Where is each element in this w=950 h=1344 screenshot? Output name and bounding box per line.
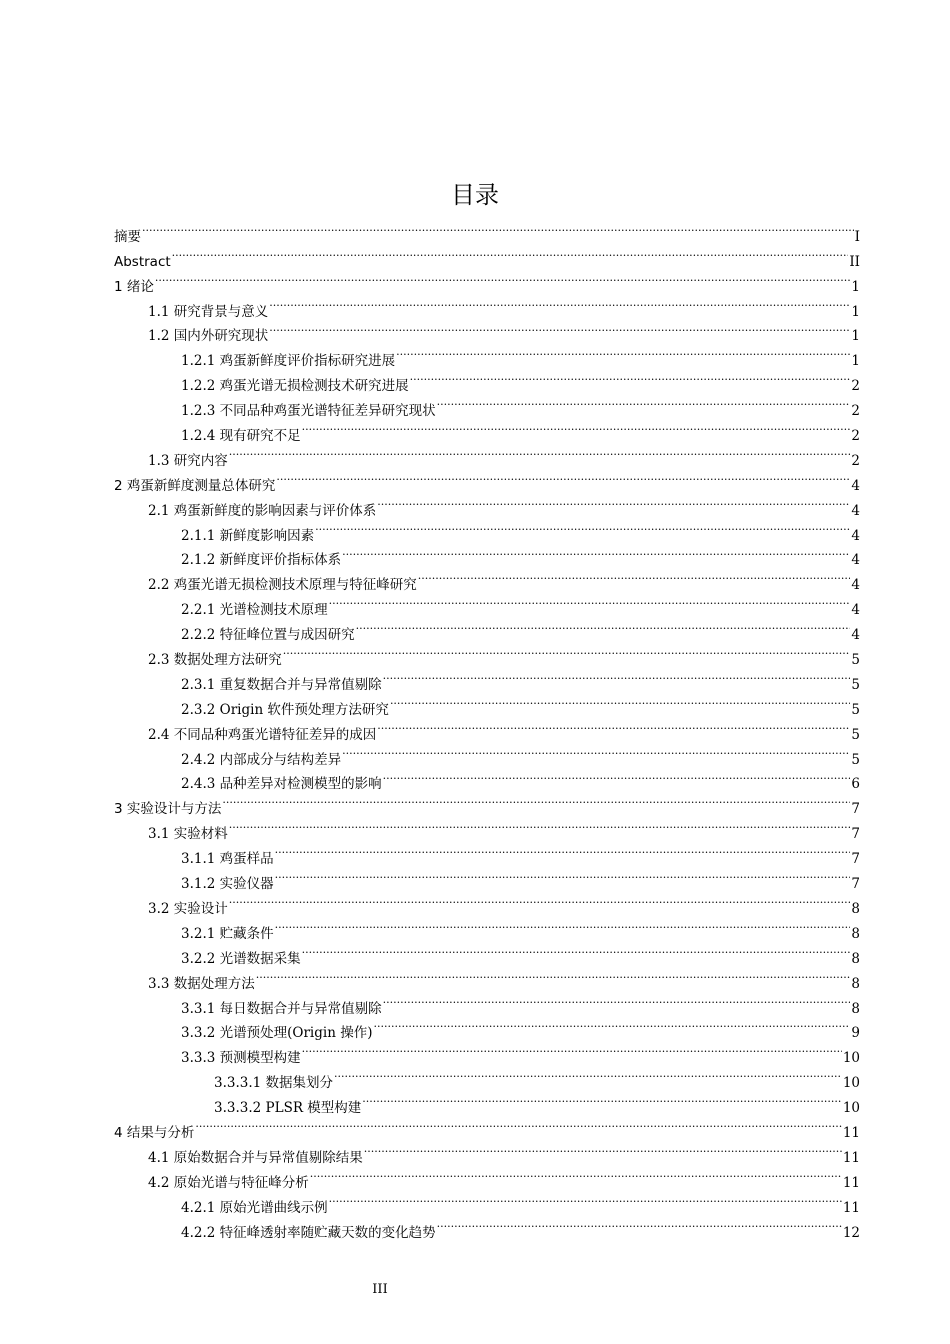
toc-entry-label: 2.1.1 新鲜度影响因素 (181, 527, 315, 544)
toc-entry-page-number: 8 (851, 950, 860, 967)
toc-entry[interactable] (114, 1112, 860, 1141)
toc-entry-page-number: 4 (851, 477, 860, 494)
toc-dot-leader (373, 1013, 850, 1038)
toc-entry-page-number: 11 (842, 1124, 860, 1141)
toc-entry-label: 3.3 数据处理方法 (148, 975, 255, 992)
toc-dot-leader (310, 1162, 842, 1187)
toc-entry-page-number: 4 (851, 627, 860, 644)
toc-entry-label: 4.2.1 原始光谱曲线示例 (181, 1199, 328, 1216)
toc-dot-leader (437, 1212, 842, 1237)
toc-entry[interactable] (114, 216, 860, 245)
toc-entry-page-number: 7 (851, 851, 860, 868)
toc-dot-leader (342, 540, 850, 565)
toc-dot-leader (302, 415, 851, 440)
toc-dot-leader (377, 714, 850, 739)
toc-entry-page-number: 7 (851, 801, 860, 818)
toc-dot-leader (396, 340, 850, 365)
toc-entry-label: 1.1 研究背景与意义 (148, 303, 269, 320)
toc-dot-leader (256, 963, 851, 988)
toc-entry-page-number: 5 (851, 676, 860, 693)
toc-entry-page-number: 11 (842, 1174, 860, 1191)
toc-entry-page-number: 4 (851, 502, 860, 519)
toc-entry-page-number: 4 (851, 527, 860, 544)
toc-dot-leader (275, 863, 851, 888)
toc-dot-leader (283, 639, 851, 664)
toc-entry-page-number: 8 (851, 925, 860, 942)
toc-entry-page-number: 5 (851, 701, 860, 718)
toc-dot-leader (342, 739, 850, 764)
toc-entry[interactable] (114, 813, 860, 843)
toc-entry-page-number: 1 (851, 328, 860, 345)
toc-dot-leader (269, 291, 850, 316)
toc-entry-label: 2.2 鸡蛋光谱无损检测技术原理与特征峰研究 (148, 577, 417, 594)
toc-entry-page-number: 7 (851, 826, 860, 843)
toc-entry-page-number: 8 (851, 900, 860, 917)
toc-entry-page-number: 5 (851, 751, 860, 768)
table-of-contents (114, 216, 860, 1241)
toc-dot-leader (410, 365, 851, 390)
toc-entry-page-number: 10 (842, 1075, 860, 1092)
toc-entry-page-number: 4 (851, 552, 860, 569)
toc-entry-label: 摘要 (114, 228, 141, 245)
page-title: 目录 (451, 181, 499, 209)
toc-entry-page-number: 7 (851, 876, 860, 893)
toc-entry-page-number: 12 (842, 1224, 860, 1241)
toc-entry-label: 4.2.2 特征峰透射率随贮藏天数的变化趋势 (181, 1224, 436, 1241)
toc-entry-page-number: 5 (851, 726, 860, 743)
toc-entry-label: 2.2.1 光谱检测技术原理 (181, 602, 328, 619)
toc-entry-label: 3.1.1 鸡蛋样品 (181, 851, 274, 868)
toc-dot-leader (334, 1062, 842, 1087)
toc-entry-label: 3.3.3.1 数据集划分 (214, 1075, 334, 1092)
toc-entry-label: 2.3 数据处理方法研究 (148, 652, 282, 669)
toc-entry-label: 4 结果与分析 (114, 1124, 195, 1141)
toc-entry[interactable] (114, 291, 860, 320)
toc-dot-leader (383, 764, 851, 789)
toc-entry-label: 2.2.2 特征峰位置与成因研究 (181, 627, 355, 644)
toc-entry[interactable] (114, 1137, 860, 1166)
toc-dot-leader (275, 838, 851, 863)
toc-entry-label: 1.2 国内外研究现状 (148, 328, 269, 345)
toc-entry-page-number: 1 (851, 278, 860, 295)
toc-entry-label: 3.3.1 每日数据合并与异常值剔除 (181, 1000, 382, 1017)
toc-dot-leader (418, 564, 851, 589)
toc-entry-label: 1.2.2 鸡蛋光谱无损检测技术研究进展 (181, 378, 409, 395)
toc-dot-leader (356, 614, 851, 639)
toc-dot-leader (437, 390, 851, 415)
toc-entry-label: 1 绪论 (114, 278, 154, 295)
toc-dot-leader (155, 266, 851, 291)
toc-entry-page-number: 5 (851, 652, 860, 669)
toc-entry-label: 2.4.3 品种差异对检测模型的影响 (181, 776, 382, 793)
toc-entry-label: 2.4.2 内部成分与结构差异 (181, 751, 342, 768)
page-number-footer: III (372, 1282, 388, 1297)
toc-dot-leader (195, 1112, 841, 1137)
toc-dot-leader (229, 813, 851, 838)
toc-dot-leader (269, 316, 850, 341)
toc-entry-label: 3.3.3.2 PLSR 模型构建 (214, 1100, 362, 1117)
toc-dot-leader (229, 888, 851, 913)
toc-entry-label: 3.3.2 光谱预处理(Origin 操作) (181, 1025, 373, 1042)
toc-entry-label: 4.1 原始数据合并与异常值剔除结果 (148, 1149, 363, 1166)
toc-dot-leader (172, 241, 849, 266)
toc-dot-leader (142, 216, 854, 241)
toc-entry-label: 3.2.2 光谱数据采集 (181, 950, 301, 967)
toc-entry[interactable] (114, 266, 860, 295)
toc-dot-leader (362, 1087, 842, 1112)
toc-entry-page-number: 2 (851, 452, 860, 469)
toc-entry-page-number: 2 (851, 378, 860, 395)
toc-entry-label: 2.3.2 Origin 软件预处理方法研究 (181, 701, 389, 718)
toc-dot-leader (276, 465, 850, 490)
toc-entry-page-number: 6 (851, 776, 860, 793)
toc-entry-label: 3.1 实验材料 (148, 826, 228, 843)
toc-entry-label: 3.3.3 预测模型构建 (181, 1050, 301, 1067)
toc-entry-label: 1.2.1 鸡蛋新鲜度评价指标研究进展 (181, 353, 396, 370)
toc-dot-leader (329, 589, 851, 614)
toc-entry-page-number: 4 (851, 577, 860, 594)
toc-entry-label: 2 鸡蛋新鲜度测量总体研究 (114, 477, 276, 494)
toc-entry-label: 3.2.1 贮藏条件 (181, 925, 274, 942)
toc-dot-leader (315, 515, 850, 540)
toc-entry-page-number: 11 (842, 1199, 860, 1216)
toc-entry-page-number: I (854, 228, 860, 245)
toc-entry-label: 3 实验设计与方法 (114, 801, 222, 818)
toc-entry-label: Abstract (114, 253, 171, 270)
toc-entry-label: 2.3.1 重复数据合并与异常值剔除 (181, 676, 382, 693)
toc-dot-leader (383, 988, 851, 1013)
toc-entry-page-number: 9 (851, 1025, 860, 1042)
toc-entry-page-number: 2 (851, 403, 860, 420)
toc-dot-leader (302, 1037, 842, 1062)
toc-entry-page-number: 8 (851, 975, 860, 992)
toc-dot-leader (302, 938, 851, 963)
toc-entry-page-number: 1 (851, 303, 860, 320)
toc-entry[interactable] (114, 241, 860, 270)
toc-dot-leader (329, 1187, 842, 1212)
toc-entry-page-number: 10 (842, 1050, 860, 1067)
toc-entry-page-number: 2 (851, 428, 860, 445)
toc-entry-label: 2.4 不同品种鸡蛋光谱特征差异的成因 (148, 726, 377, 743)
toc-entry-label: 2.1.2 新鲜度评价指标体系 (181, 552, 342, 569)
toc-dot-leader (275, 913, 851, 938)
toc-entry-label: 1.2.4 现有研究不足 (181, 428, 301, 445)
toc-entry-page-number: 10 (842, 1100, 860, 1117)
toc-entry-label: 1.3 研究内容 (148, 452, 228, 469)
toc-entry-page-number: II (849, 253, 860, 270)
toc-entry-page-number: 8 (851, 1000, 860, 1017)
toc-entry-label: 4.2 原始光谱与特征峰分析 (148, 1174, 309, 1191)
toc-entry-page-number: 4 (851, 602, 860, 619)
toc-entry-page-number: 1 (851, 353, 860, 370)
toc-entry-label: 2.1 鸡蛋新鲜度的影响因素与评价体系 (148, 502, 377, 519)
toc-entry[interactable] (114, 788, 860, 818)
toc-dot-leader (377, 490, 850, 515)
toc-entry-page-number: 11 (842, 1149, 860, 1166)
toc-dot-leader (383, 664, 851, 689)
toc-dot-leader (229, 440, 851, 465)
toc-entry-label: 3.1.2 实验仪器 (181, 876, 274, 893)
toc-dot-leader (364, 1137, 842, 1162)
toc-entry-label: 1.2.3 不同品种鸡蛋光谱特征差异研究现状 (181, 403, 436, 420)
toc-dot-leader (222, 788, 850, 813)
toc-dot-leader (390, 689, 850, 714)
toc-entry-label: 3.2 实验设计 (148, 900, 228, 917)
